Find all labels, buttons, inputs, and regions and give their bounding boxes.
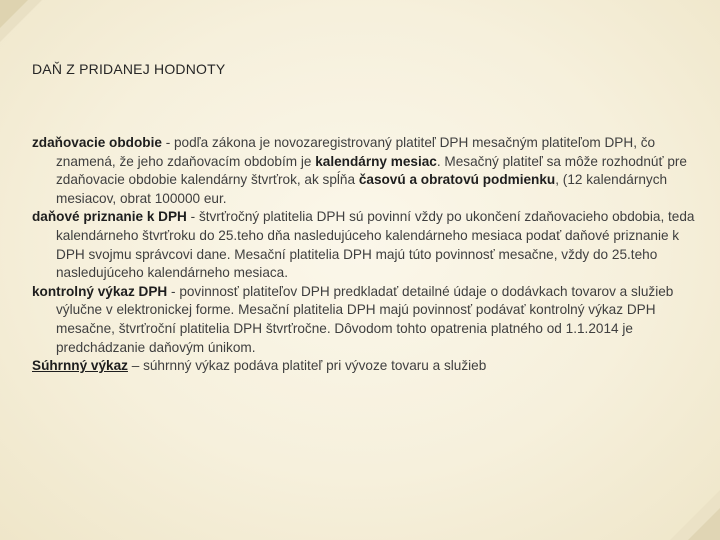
slide-title: DAŇ Z PRIDANEJ HODNOTY: [32, 61, 226, 77]
paragraph-text: . Mesačný platiteľ sa môže rozhodnúť pre zdaňovacie obdobie kalendárny štvrťrok, ak spĺňa: [56, 153, 687, 188]
paragraph-suhrnny-vykaz: [32, 357, 708, 376]
term-suhrnny-vykaz: Súhrnný výkaz: [32, 358, 128, 374]
paragraph-text: – súhrnný výkaz podáva platiteľ pri vývoze tovaru a služieb: [127, 358, 487, 374]
term-danove-priznanie: daňové priznanie k DPH: [32, 209, 187, 225]
corner-decoration-top-left-inner: [0, 0, 28, 28]
term-kalendarny-mesiac: kalendárny mesiac: [315, 153, 437, 169]
paragraph-text: , (12 kalendárnych mesiacov, obrat 100000 eur.: [56, 172, 668, 206]
paragraph-text: - podľa zákona je novozaregistrovaný platiteľ DPH mesačným platiteľom DPH, čo znamená, že jeho zdaňovacím obdobím je: [56, 135, 656, 169]
term-zdanovacie-obdobie: zdaňovacie obdobie: [32, 135, 162, 150]
paragraph-text: - štvrťročný platitelia DPH sú povinní vždy po ukončení zdaňovacieho obdobia, teda kalendárneho štvrťroku do 25.teho dňa nasledujúceho kalendárneho mesiaca podať daňové priznanie k DPH svojmu správcovi dane. Mesační platitelia DPH majú túto povinnosť mesačne, vždy do 25.teho nasledujúceho kalendárneho mesiaca.: [56, 209, 695, 281]
paragraph-kontrolny-vykaz: [32, 283, 708, 357]
paragraph-text: - povinnosť platiteľov DPH predkladať detailné údaje o dodávkach tovarov a služieb výlučne v elektronickej forme. Mesační platitelia DPH majú povinnosť podávať kontrolný výkaz DPH mesačne, štvrťroční platitelia DPH štvrťročne. Dôvodom tohto opatrenia platného od 1.1.2014 je predchádzanie daňovým únikom.: [56, 283, 674, 355]
term-casova-obratova-podmienka: časovú a obratovú podmienku: [358, 172, 556, 188]
slide-content: [32, 134, 708, 376]
paragraph-zdanovacie-obdobie: [32, 134, 708, 208]
paragraph-danove-priznanie: [32, 208, 708, 282]
term-kontrolny-vykaz: kontrolný výkaz DPH: [32, 283, 168, 299]
corner-decoration-bottom-right-inner: [688, 508, 720, 540]
